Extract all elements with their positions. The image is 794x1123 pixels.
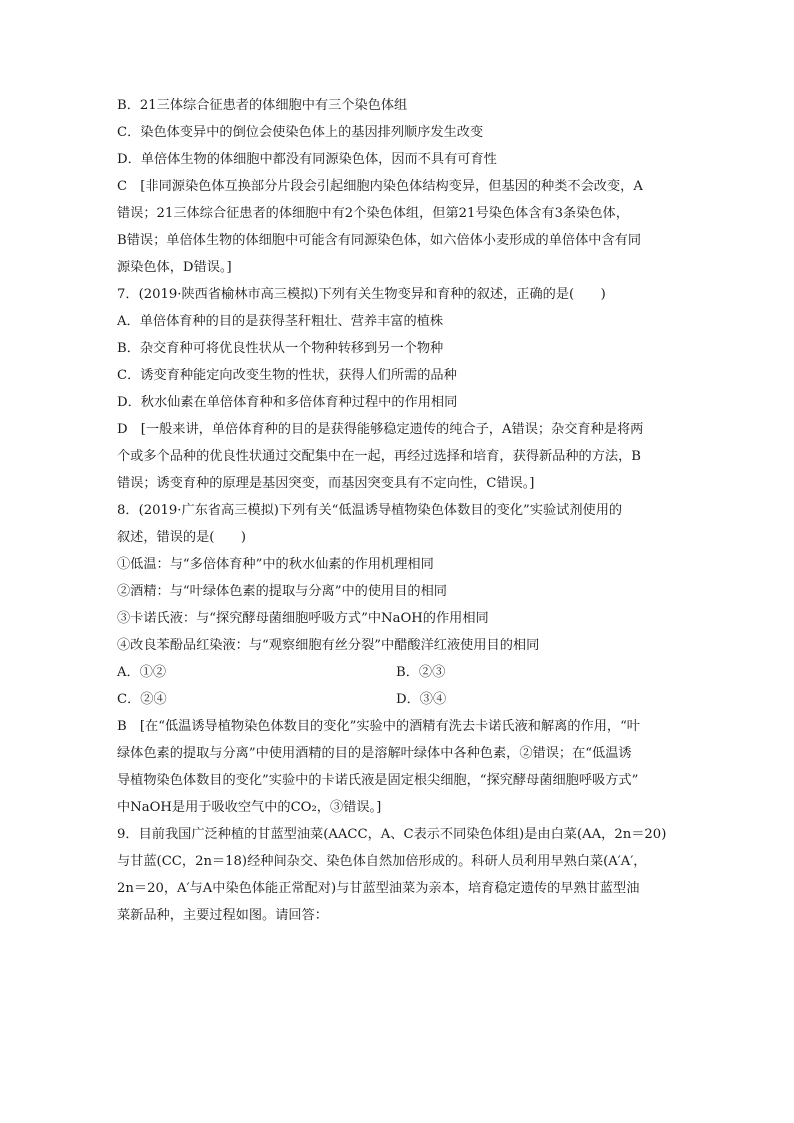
text-line: C．染色体变异中的倒位会使染色体上的基因排列顺序发生改变 xyxy=(117,125,484,140)
option-line: C．诱变育种能定向改变生物的性状，获得人们所需的品种 xyxy=(117,368,457,383)
option-row xyxy=(117,659,680,686)
answer-explanation-line: 错误；诱变育种的原理是基因突变，而基因突变具有不定向性，C错误。] xyxy=(117,476,535,491)
question-stem: 菜新品种，主要过程如图。请回答： xyxy=(117,908,328,923)
answer-explanation-line: D [一般来讲，单倍体育种的目的是获得能够稳定遗传的纯合子，A错误；杂交育种是将两 xyxy=(117,422,644,437)
option-a: A．①② xyxy=(117,665,167,680)
answer-explanation-line: 绿体色素的提取与分离”中使用酒精的目的是溶解叶绿体中各种色素，②错误；在“低温诱 xyxy=(117,746,632,761)
question-stem: 9．目前我国广泛种植的甘蓝型油菜(AACC，A、C表示不同染色体组)是由白菜(AA，2n＝20) xyxy=(117,827,667,842)
question-stem: 叙述，错误的是( ) xyxy=(117,530,246,545)
option-b: B．②③ xyxy=(396,665,446,680)
answer-explanation-line: B [在“低温诱导植物染色体数目的变化”实验中的酒精有洗去卡诺氏液和解离的作用，“叶 xyxy=(117,719,640,734)
question-stem: 8．(2019·广东省高三模拟)下列有关“低温诱导植物染色体数目的变化”实验试剂使用的 xyxy=(117,503,623,518)
option-row xyxy=(117,686,680,713)
question-stem: 与甘蓝(CC，2n＝18)经种间杂交、染色体自然加倍形成的。科研人员利用早熟白菜(A′A′， xyxy=(117,854,647,869)
answer-explanation-line: 中NaOH是用于吸收空气中的CO₂，③错误。] xyxy=(117,800,382,815)
option-line: A．单倍体育种的目的是获得茎秆粗壮、营养丰富的植株 xyxy=(117,314,444,329)
statement-line: ②酒精：与“叶绿体色素的提取与分离”中的使用目的相同 xyxy=(117,584,447,599)
text-line: B．21三体综合征患者的体细胞中有三个染色体组 xyxy=(117,98,408,113)
answer-explanation-line: B错误；单倍体生物的体细胞中可能含有同源染色体，如六倍体小麦形成的单倍体中含有同 xyxy=(117,233,641,248)
option-d: D．③④ xyxy=(396,692,447,707)
answer-explanation-line: 错误；21三体综合征患者的体细胞中有2个染色体组，但第21号染色体含有3条染色体， xyxy=(117,206,629,221)
statement-line: ④改良苯酚品红染液：与“观察细胞有丝分裂”中醋酸洋红液使用目的相同 xyxy=(117,638,540,653)
statement-line: ①低温：与“多倍体育种”中的秋水仙素的作用机理相同 xyxy=(117,557,434,572)
question-stem: 7．(2019·陕西省榆林市高三模拟)下列有关生物变异和育种的叙述，正确的是( ) xyxy=(117,287,606,302)
answer-explanation-line: 个或多个品种的优良性状通过交配集中在一起，再经过选择和培育，获得新品种的方法，B xyxy=(117,449,641,464)
question-stem: 2n＝20，A′与A中染色体能正常配对)与甘蓝型油菜为亲本，培育稳定遗传的早熟甘蓝型油 xyxy=(117,881,640,896)
answer-explanation-line: 源染色体，D错误。] xyxy=(117,260,232,275)
answer-explanation-line: 导植物染色体数目的变化”实验中的卡诺氏液是固定根尖细胞，“探究酵母菌细胞呼吸方式” xyxy=(117,773,639,788)
document-page xyxy=(117,92,680,929)
option-c: C．②④ xyxy=(117,692,167,707)
statement-line: ③卡诺氏液：与“探究酵母菌细胞呼吸方式”中NaOH的作用相同 xyxy=(117,611,489,626)
option-line: B．杂交育种可将优良性状从一个物种转移到另一个物种 xyxy=(117,341,444,356)
text-line: D．单倍体生物的体细胞中都没有同源染色体，因而不具有可育性 xyxy=(117,152,497,167)
option-line: D．秋水仙素在单倍体育种和多倍体育种过程中的作用相同 xyxy=(117,395,458,410)
answer-explanation-line: C [非同源染色体互换部分片段会引起细胞内染色体结构变异，但基因的种类不会改变，A xyxy=(117,179,643,194)
